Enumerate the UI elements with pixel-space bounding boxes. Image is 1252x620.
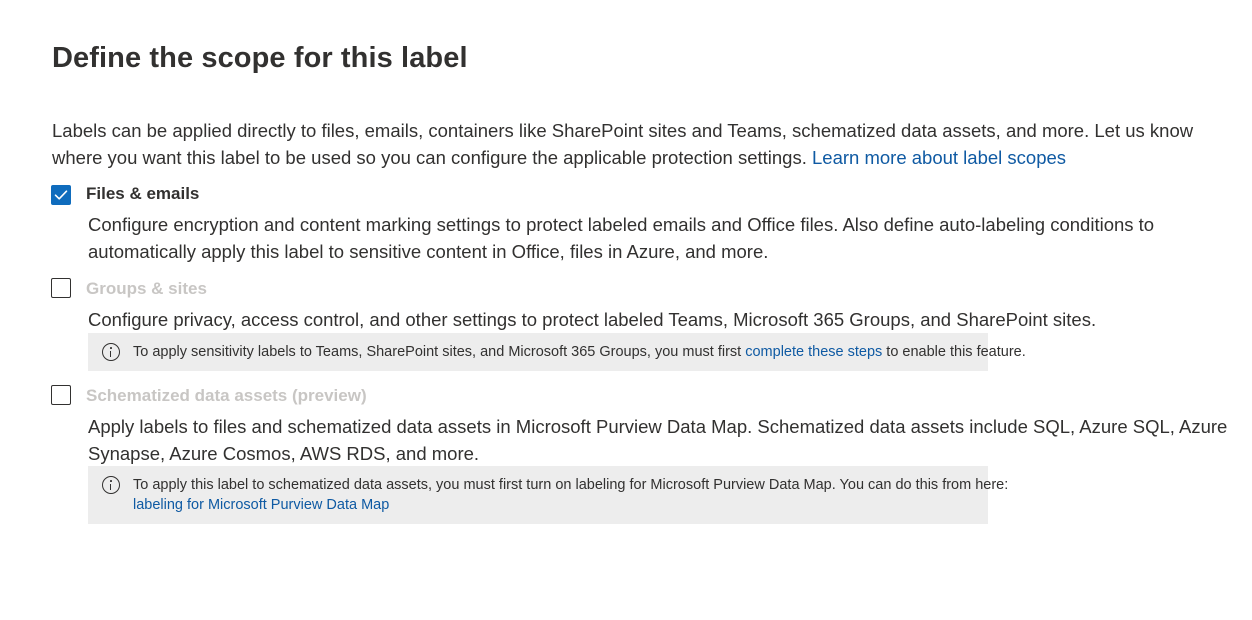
info-icon: [102, 476, 120, 494]
schematized-desc-line-1: Apply labels to files and schematized data assets in Microsoft Purview Data Map. Schematized data assets include SQL, Azure SQL, Azure: [88, 416, 1228, 437]
groups-sites-description: [88, 306, 1096, 333]
files-emails-description: [88, 211, 1154, 265]
intro-line-2: [52, 144, 1252, 171]
files-emails-desc-line-1: Configure encryption and content marking settings to protect labeled emails and Office files. Also define auto-labeling conditions to: [88, 214, 1155, 235]
schematized-info-bar: [88, 466, 1009, 524]
schematized-desc-line-2: Synapse, Azure Cosmos, AWS RDS, and more.: [88, 443, 480, 464]
learn-more-link[interactable]: Learn more about label scopes: [812, 147, 1067, 168]
schematized-description: [88, 413, 1227, 467]
intro-text: [52, 117, 1252, 171]
page-title: Define the scope for this label: [52, 42, 468, 74]
files-emails-desc-line-2: automatically apply this label to sensitive content in Office, files in Azure, and more.: [88, 241, 769, 262]
complete-these-steps-link[interactable]: complete these steps: [745, 344, 883, 360]
groups-sites-label: Groups & sites: [86, 279, 207, 298]
files-emails-checkbox[interactable]: [51, 185, 71, 205]
groups-sites-desc-line-1: Configure privacy, access control, and other settings to protect labeled Teams, Microsoft 365 Groups, and SharePoint sites.: [88, 309, 1097, 330]
groups-sites-checkbox[interactable]: [51, 278, 71, 298]
schematized-info-link-line: [133, 495, 988, 515]
groups-sites-info-text-after: to enable this feature.: [882, 344, 1026, 360]
info-icon: [102, 343, 120, 361]
checkmark-icon: [54, 188, 68, 202]
files-emails-label[interactable]: Files & emails: [86, 184, 200, 203]
schematized-info-text: To apply this label to schematized data assets, you must first turn on labeling for Microsoft Purview Data Map. You can do this from here:: [133, 477, 1009, 493]
groups-sites-info-text-before: To apply sensitivity labels to Teams, SharePoint sites, and Microsoft 365 Groups, you must first: [133, 344, 746, 360]
groups-sites-info-text: [133, 342, 1026, 362]
purview-labeling-link[interactable]: labeling for Microsoft Purview Data Map: [133, 497, 390, 513]
intro-line-2-text: where you want this label to be used so you can configure the applicable protection settings.: [52, 147, 812, 168]
schematized-checkbox[interactable]: [51, 385, 71, 405]
groups-sites-info-bar: [88, 333, 1026, 371]
schematized-label: Schematized data assets (preview): [86, 386, 367, 405]
intro-line-1: Labels can be applied directly to files, emails, containers like SharePoint sites and Teams, schematized data assets, and more. Let us know: [52, 120, 1194, 141]
